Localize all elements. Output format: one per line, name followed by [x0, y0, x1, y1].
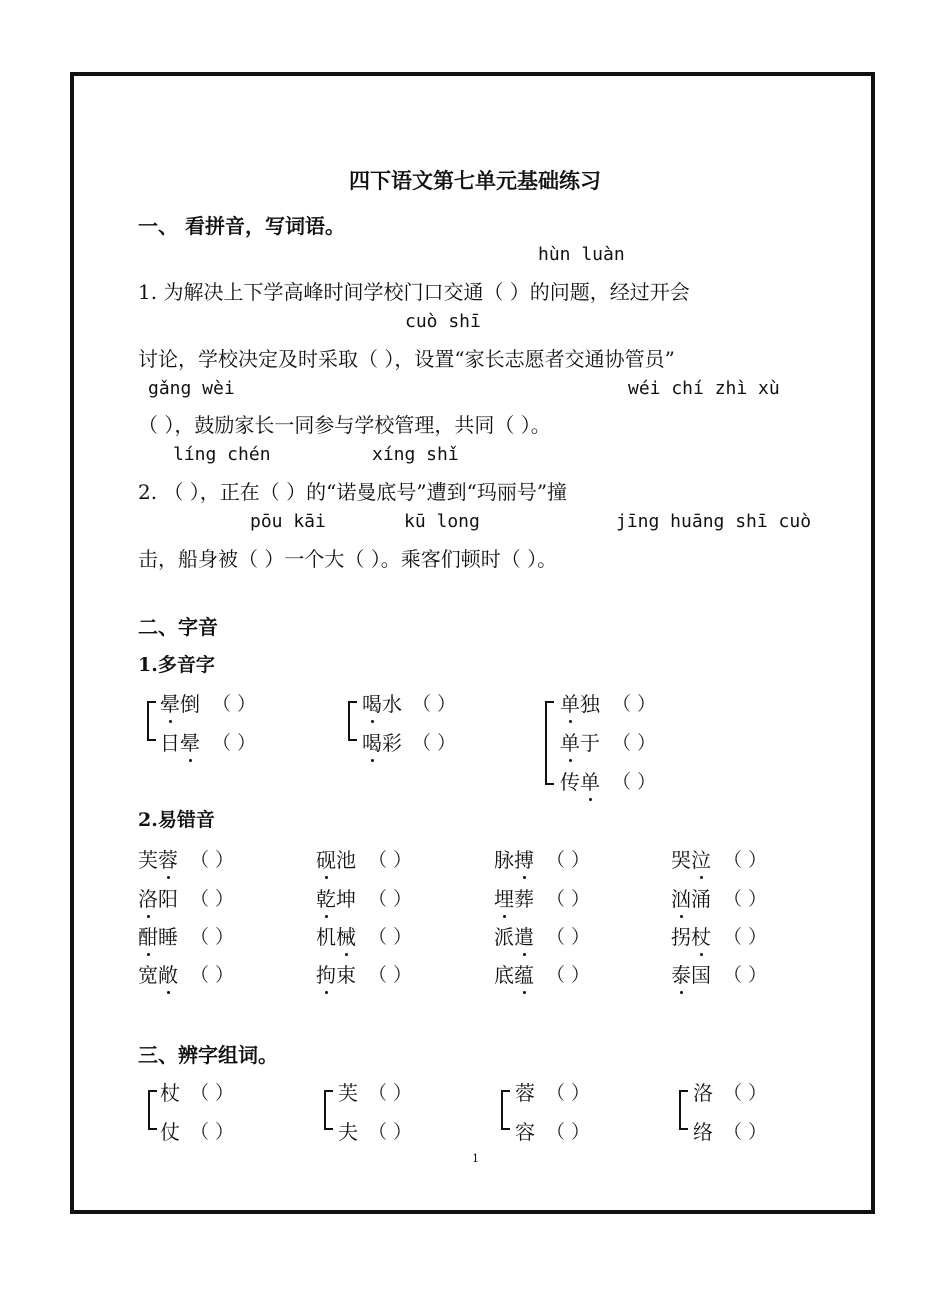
pinyin-jinghuangshicuo: jīng huāng shī cuò [616, 511, 812, 532]
answer-blank[interactable]: （ ） [368, 1082, 413, 1104]
polyphone-word: 单于 [560, 727, 600, 756]
brace-pair-2 [324, 1090, 333, 1130]
q1-line-1: 1. 为解决上下学高峰时间学校门口交通（ ）的问题，经过开会 [138, 280, 690, 304]
answer-blank[interactable]: （ ） [190, 888, 235, 910]
answer-blank[interactable]: （ ） [368, 1121, 413, 1143]
answer-blank[interactable]: （ ） [368, 926, 413, 948]
answer-blank[interactable]: （ ） [190, 1082, 235, 1104]
section-3-heading: 三、辨字组词。 [138, 1043, 278, 1067]
dotted-char: 蕴 [514, 959, 534, 988]
pinyin-hunluan: hùn luàn [538, 244, 625, 265]
pinyin-gangwei: gǎng wèi [148, 378, 235, 399]
dotted-char: 敞 [158, 959, 178, 988]
dotted-char: 泣 [691, 844, 711, 873]
word-guaizhang: 拐杖 [671, 921, 711, 950]
polyphone-word: 喝彩 [362, 727, 402, 756]
answer-blank[interactable]: （ ） [546, 1121, 591, 1143]
dotted-char: 洛 [138, 883, 158, 912]
q2-line-2: 击，船身被（ ）一个大（ ）。乘客们顿时（ ）。 [138, 547, 558, 571]
answer-blank[interactable]: （ ） [612, 693, 657, 715]
char-fu2: 夫 [338, 1120, 358, 1144]
dotted-char: 拘 [316, 959, 336, 988]
word-furong: 芙蓉 [138, 844, 178, 873]
answer-blank[interactable]: （ ） [546, 926, 591, 948]
brace-group-2 [348, 701, 357, 741]
answer-blank[interactable]: （ ） [412, 693, 457, 715]
answer-blank[interactable]: （ ） [546, 888, 591, 910]
polyphone-word: 传单 [560, 766, 600, 795]
answer-blank[interactable]: （ ） [212, 693, 257, 715]
dotted-char: 晕 [160, 688, 180, 717]
answer-blank[interactable]: （ ） [546, 964, 591, 986]
dotted-char: 酣 [138, 921, 158, 950]
polyphone-subheading: 1.多音字 [138, 654, 215, 676]
dotted-char: 遣 [514, 921, 534, 950]
word-kuqi: 哭泣 [671, 844, 711, 873]
word-yanchi: 砚池 [316, 844, 356, 873]
word-kuanchang: 宽敞 [138, 959, 178, 988]
dotted-char: 喝 [362, 727, 382, 756]
word-hanshui: 酣睡 [138, 921, 178, 950]
polyphone-word: 喝水 [362, 688, 402, 717]
answer-blank[interactable]: （ ） [368, 849, 413, 871]
dotted-char: 械 [336, 921, 356, 950]
word-xiongyong: 汹涌 [671, 883, 711, 912]
answer-blank[interactable]: （ ） [546, 1082, 591, 1104]
word-jushu: 拘束 [316, 959, 356, 988]
error-prone-subheading: 2.易错音 [138, 809, 215, 831]
polyphone-word: 晕倒 [160, 688, 200, 717]
dotted-char: 单 [560, 688, 580, 717]
answer-blank[interactable]: （ ） [723, 926, 768, 948]
brace-group-1 [147, 701, 156, 741]
pinyin-xingshi: xíng shǐ [372, 444, 459, 465]
answer-blank[interactable]: （ ） [412, 732, 457, 754]
word-taiguo: 泰国 [671, 959, 711, 988]
char-fu: 芙 [338, 1081, 358, 1105]
pinyin-lingchen: líng chén [173, 444, 271, 465]
word-paiqian: 派遣 [494, 921, 534, 950]
answer-blank[interactable]: （ ） [190, 964, 235, 986]
word-maizang: 埋葬 [494, 883, 534, 912]
char-luo: 洛 [693, 1081, 713, 1105]
dotted-char: 乾 [316, 883, 336, 912]
brace-group-3 [545, 701, 554, 785]
answer-blank[interactable]: （ ） [368, 964, 413, 986]
dotted-char: 喝 [362, 688, 382, 717]
polyphone-word: 单独 [560, 688, 600, 717]
section-1-heading: 一、 看拼音，写词语。 [138, 214, 345, 238]
answer-blank[interactable]: （ ） [612, 771, 657, 793]
dotted-char: 搏 [514, 844, 534, 873]
dotted-char: 晕 [180, 727, 200, 756]
brace-pair-4 [679, 1090, 688, 1130]
word-diyun: 底蕴 [494, 959, 534, 988]
pinyin-weichizhixu: wéi chí zhì xù [628, 378, 780, 399]
answer-blank[interactable]: （ ） [190, 849, 235, 871]
answer-blank[interactable]: （ ） [723, 849, 768, 871]
dotted-char: 汹 [671, 883, 691, 912]
char-zhang: 杖 [160, 1081, 180, 1105]
q1-line-2: 讨论，学校决定及时采取（ ），设置“家长志愿者交通协管员” [138, 347, 675, 371]
answer-blank[interactable]: （ ） [723, 888, 768, 910]
answer-blank[interactable]: （ ） [190, 926, 235, 948]
pinyin-poukai: pōu kāi [250, 511, 326, 532]
answer-blank[interactable]: （ ） [190, 1121, 235, 1143]
answer-blank[interactable]: （ ） [723, 964, 768, 986]
pinyin-cuoshi: cuò shī [405, 311, 481, 332]
char-zhang2: 仗 [160, 1120, 180, 1144]
answer-blank[interactable]: （ ） [723, 1082, 768, 1104]
char-rong2: 容 [515, 1120, 535, 1144]
answer-blank[interactable]: （ ） [368, 888, 413, 910]
word-qiankun: 乾坤 [316, 883, 356, 912]
pinyin-kulong: kū long [404, 511, 480, 532]
word-jixie: 机械 [316, 921, 356, 950]
char-rong: 蓉 [515, 1081, 535, 1105]
dotted-char: 泰 [671, 959, 691, 988]
dotted-char: 单 [580, 766, 600, 795]
word-maibo: 脉搏 [494, 844, 534, 873]
dotted-char: 砚 [316, 844, 336, 873]
answer-blank[interactable]: （ ） [723, 1121, 768, 1143]
brace-pair-1 [148, 1090, 157, 1130]
polyphone-word: 日晕 [160, 727, 200, 756]
answer-blank[interactable]: （ ） [612, 732, 657, 754]
section-2-heading: 二、字音 [138, 615, 218, 639]
brace-pair-3 [501, 1090, 510, 1130]
dotted-char: 蓉 [158, 844, 178, 873]
word-luoyang: 洛阳 [138, 883, 178, 912]
q2-line-1: 2. （ ），正在（ ）的“诺曼底号”遭到“玛丽号”撞 [138, 480, 568, 504]
page-number: 1 [472, 1152, 479, 1165]
dotted-char: 埋 [494, 883, 514, 912]
q1-line-3: （ ），鼓励家长一同参与学校管理，共同（ ）。 [138, 413, 551, 437]
page-title: 四下语文第七单元基础练习 [349, 168, 601, 193]
char-luo2: 络 [693, 1120, 713, 1144]
dotted-char: 杖 [691, 921, 711, 950]
dotted-char: 单 [560, 727, 580, 756]
answer-blank[interactable]: （ ） [212, 732, 257, 754]
answer-blank[interactable]: （ ） [546, 849, 591, 871]
